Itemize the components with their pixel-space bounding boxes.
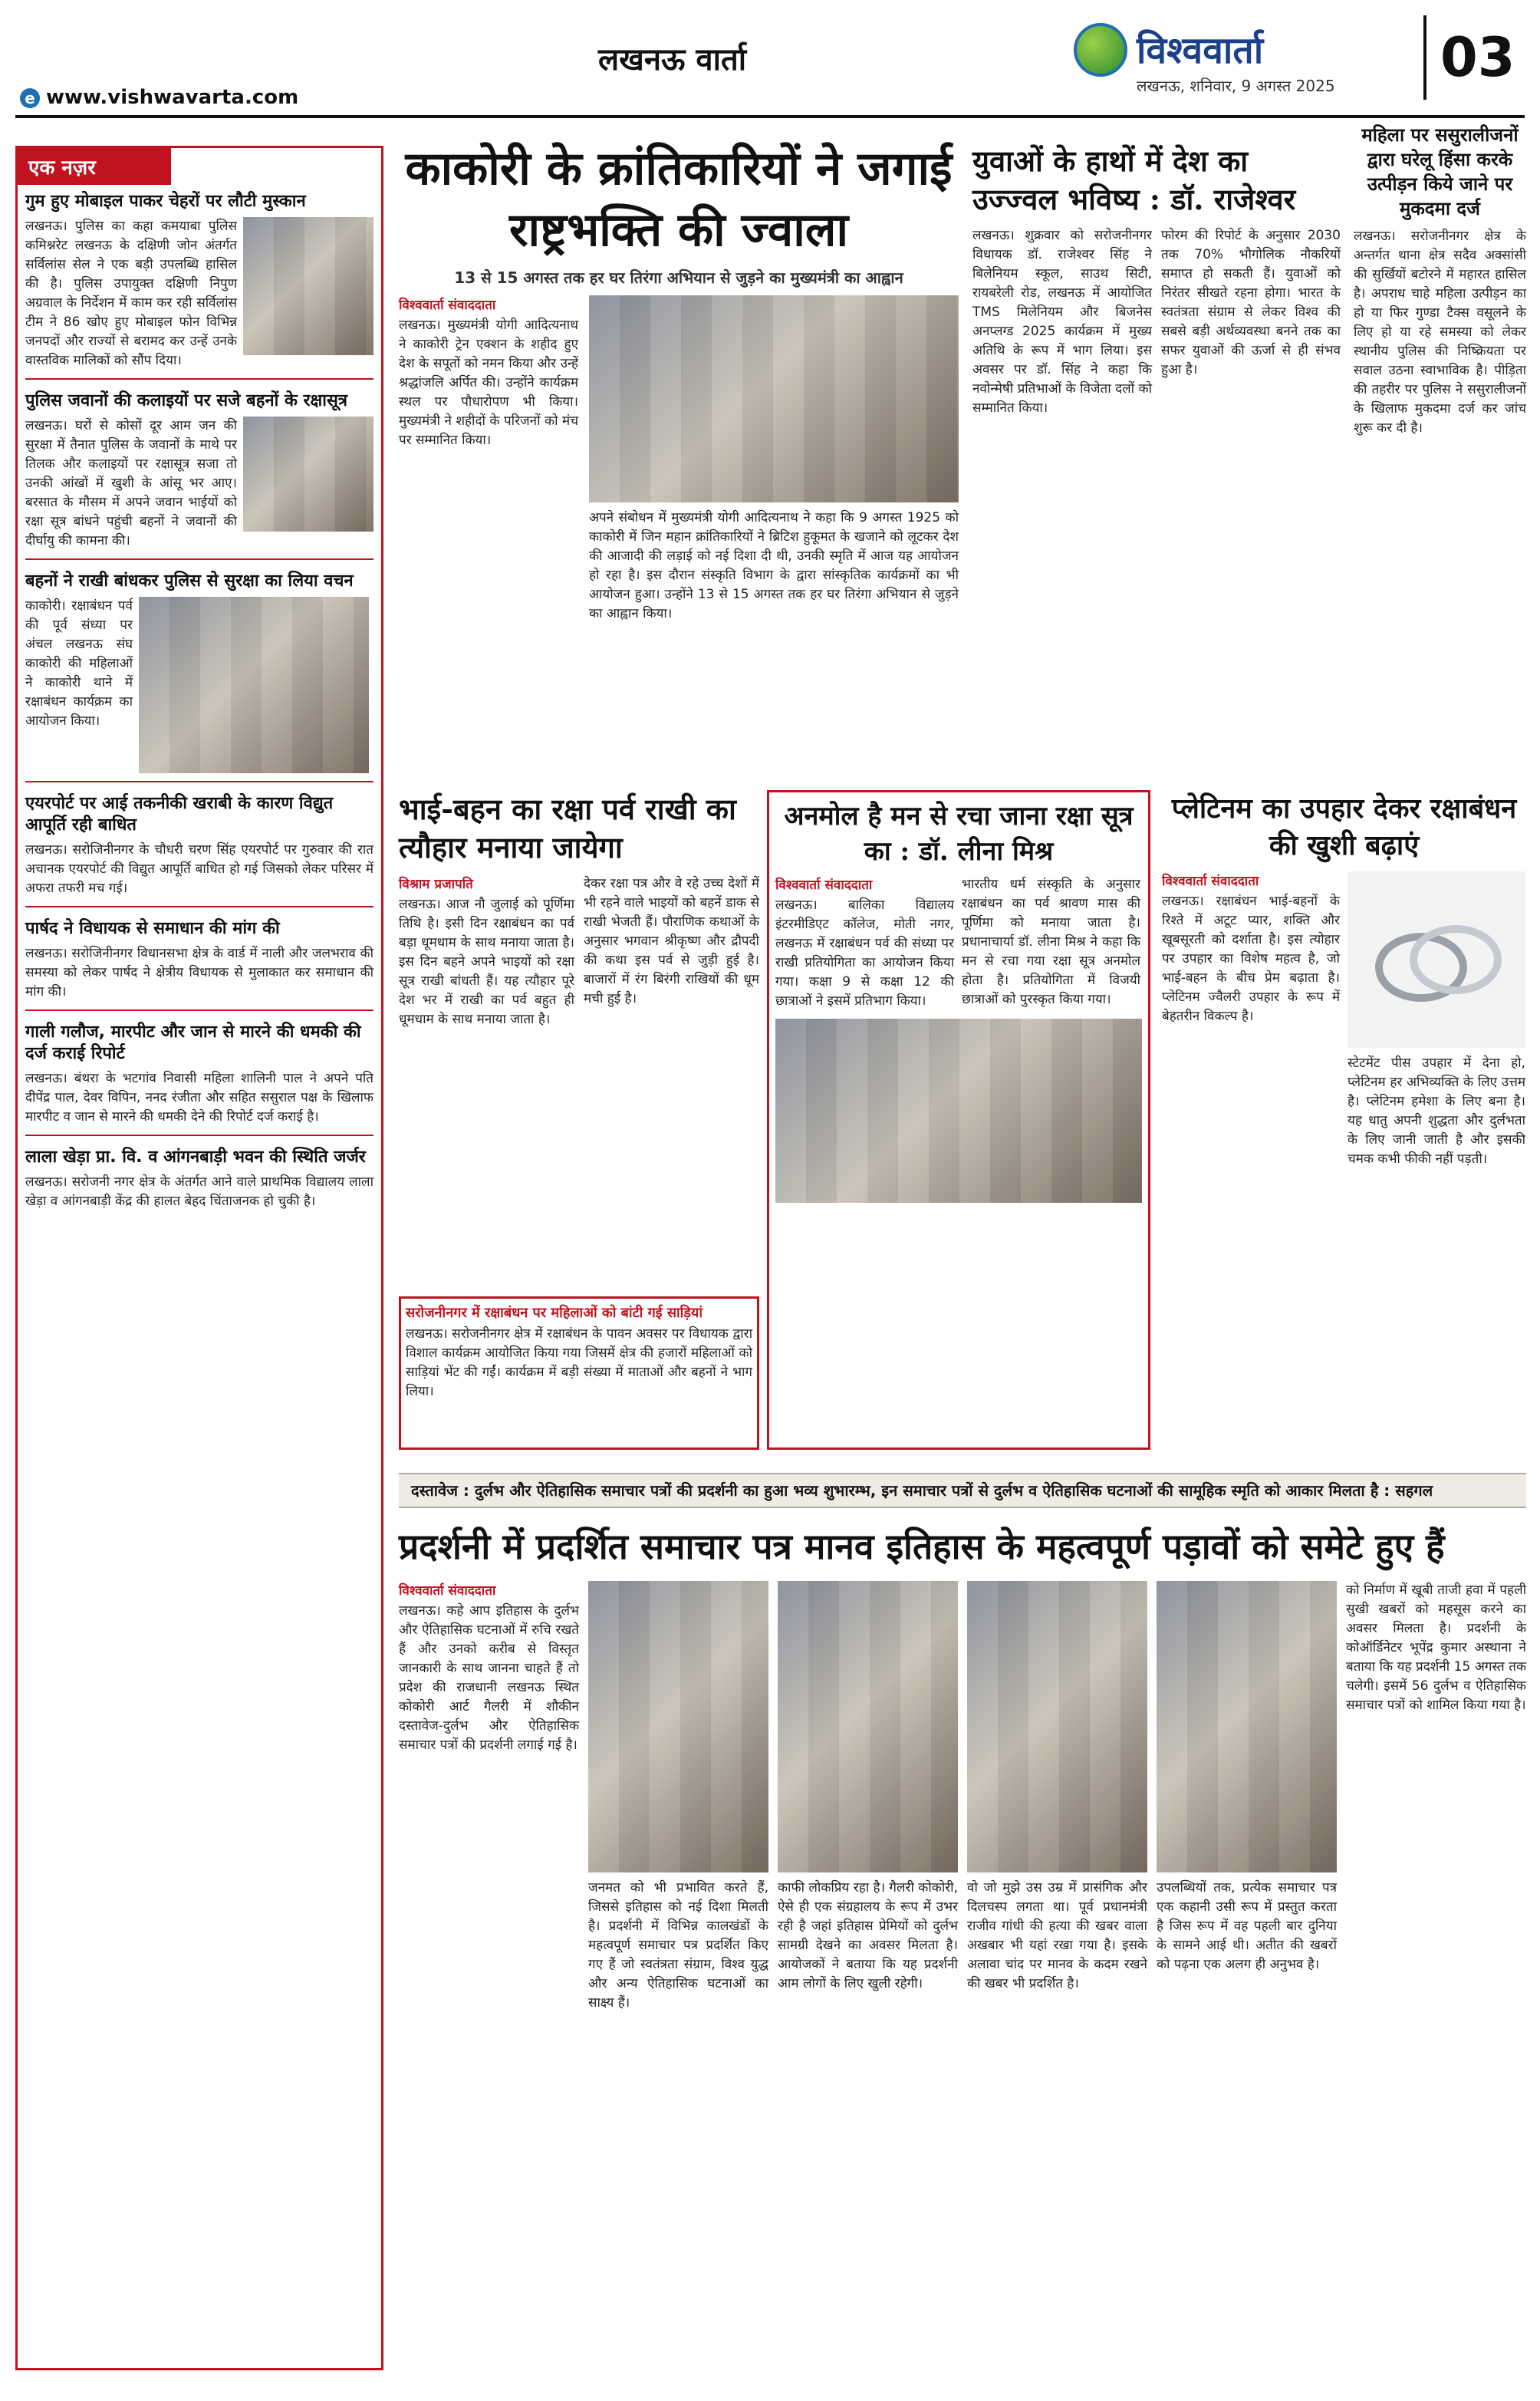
exhibition-headline: प्रदर्शनी में प्रदर्शित समाचार पत्र मानव इतिहास के महत्वपूर्ण पड़ावों को समेटे हुए हैं: [399, 1526, 1445, 1567]
platinum-body: लखनऊ। रक्षाबंधन भाई-बहनों के रिश्ते में अटूट प्यार, शक्ति और खूबसूरती को दर्शाता है। इस त्योहार पर उपहार का विशेष महत्व है, जो भाई-बहन के बीच प्रेम बढ़ाता है। प्लेटिनम ज्वैलरी उपहार के रूप में बेहतरीन विकल्प है।: [1162, 894, 1340, 1024]
website-link[interactable]: [20, 86, 298, 109]
youth-story: [972, 142, 1341, 771]
divider: [25, 1135, 373, 1136]
brief-body: काकोरी। रक्षाबंधन पर्व की पूर्व संध्या पर अंचल लखनऊ संघ काकोरी की महिलाओं ने काकोरी थाने में रक्षाबंधन कार्यक्रम का आयोजन किया।: [25, 598, 133, 729]
page-number: 03: [1423, 15, 1523, 100]
youth-body: फोरम की रिपोर्ट के अनुसार 2030 तक 70% भौगोलिक नौकरियों समाप्त हो सकती हैं। युवाओं को निरंतर सीखते रहना होगा। भारत के स्वतंत्रता संग्राम से लेकर विश्व की सबसे बड़ी अर्थव्यवस्था बनने तक का सफर युवाओं की ऊर्जा से ही संभव हुआ है।: [1161, 228, 1341, 377]
ring-photo: [1348, 871, 1525, 1048]
brief-item: [18, 185, 381, 374]
rakhi-story: [399, 790, 759, 1281]
browser-icon: e: [20, 88, 40, 108]
leena-body: लखनऊ। बालिका विद्यालय इंटरमीडिएट कॉलेज, मोती नगर, लखनऊ में रक्षाबंधन पर्व की संध्या पर राखी प्रतियोगिता का आयोजन किया गया। कक्षा 9 से कक्षा 12 की छात्राओं ने इसमें प्रतिभाग किया।: [775, 897, 954, 1009]
brief-body: लखनऊ। सरोजिनीनगर के चौधरी चरण सिंह एयरपोर्ट पर गुरुवार की रात अचानक एयरपोर्ट की विद्युत आपूर्ति बाधित हो गई जिसको लेकर परिसर में अफरा तफरी मच गई।: [25, 842, 373, 896]
box-body: लखनऊ। सरोजनीनगर क्षेत्र में रक्षाबंधन के पावन अवसर पर विधायक द्वारा विशाल कार्यक्रम आयोजित किया गया जिसमें क्षेत्र की हजारों महिलाओं को साड़ियां भेंट की गईं। कार्यक्रम में बड़ी संख्या में माताओं और बहनों ने भाग लिया।: [406, 1326, 752, 1399]
website-url: www.vishwavarta.com: [46, 86, 299, 109]
leena-body: भारतीय धर्म संस्कृति के अनुसार रक्षाबंधन का पर्व श्रावण मास की पूर्णिमा को मनाया जाता है। प्रधानाचार्या डॉ. लीना मिश्र ने कहा कि मन से रचा गया रक्षा सूत्र अनमोल होता है। प्रतियोगिता में विजयी छात्राओं को पुरस्कृत किया गया।: [962, 877, 1140, 1007]
brief-headline: गाली गलौज, मारपीट और जान से मारने की धमकी की दर्ज कराई रिपोर्ट: [25, 1023, 361, 1063]
brief-headline: पार्षद ने विधायक से समाधान की मांग की: [25, 919, 280, 938]
brand-logo-icon: [1074, 23, 1127, 77]
masthead: [15, 15, 1525, 115]
brief-item: [18, 1016, 381, 1130]
brief-headline: बहनों ने राखी बांधकर पुलिस से सुरक्षा का लिया वचन: [25, 571, 354, 591]
exhibition-photo: [967, 1581, 1147, 1872]
harassment-headline: महिला पर ससुरालीजनों द्वारा घरेलू हिंसा करके उत्पीड़न किये जाने पर मुकदमा दर्ज: [1361, 124, 1519, 219]
divider: [25, 781, 373, 782]
leena-headline: अनमोल है मन से रचा जाना रक्षा सूत्र का : डॉ. लीना मिश्र: [784, 801, 1134, 867]
brief-body: लखनऊ। घरों से कोसों दूर आम जन की सुरक्षा में तैनात पुलिस के जवानों के माथे पर तिलक और कलाइयों पर रक्षासूत्र सजा तो उनकी आंखों में खुशी के आंसू भर आए। बरसात के मौसम में अपने जवान भाईयों को रक्षा सूत्र बांधने पहुंची बहनों ने जवानों की दीर्घायु की कामना की।: [25, 418, 237, 548]
lead-subheadline: 13 से 15 अगस्त तक हर घर तिरंगा अभियान से जुड़ने का मुख्यमंत्री का आह्वान: [454, 268, 903, 287]
exhibition-body: वो जो मुझे उस उम्र में प्रासंगिक और दिलचस्प लगता था। पूर्व प्रधानमंत्री राजीव गांधी की हत्या की खबर वाला अखबार भी यहां रखा गया है। इसके अलावा चांद पर मानव के कदम रखने की खबर भी प्रदर्शित है।: [967, 1880, 1147, 1991]
exhibition-body: लखनऊ। कहे आप इतिहास के दुर्लभ और ऐतिहासिक घटनाओं में रुचि रखते हैं और उनको करीब से विस्तृत जानकारी के साथ जानना चाहते हैं तो प्रदेश की राजधानी लखनऊ स्थित कोकोरी आर्ट गैलरी में शौकीन दस्तावेज-दुर्लभ और ऐतिहासिक समाचार पत्रों की प्रदर्शनी लगाई गई है।: [399, 1603, 579, 1753]
lead-story: [399, 138, 959, 775]
exhibition-photo: [778, 1581, 958, 1872]
brief-item: [18, 912, 381, 1005]
divider: [25, 378, 373, 380]
brief-body: लखनऊ। सरोजिनीनगर विधानसभा क्षेत्र के वार्ड में नाली और जलभराव की समस्या को लेकर पार्षद ने क्षेत्रीय विधायक से मुलाकात कर समाधान की मांग की।: [25, 946, 373, 1000]
brief-body: लखनऊ। पुलिस का कहा कमयाबा पुलिस कमिश्नरेट लखनऊ के दक्षिणी जोन अंतर्गत सर्विलांस सेल ने एक बड़ी उपलब्धि हासिल की है। पुलिस उपायुक्त दक्षिणी निपुण अग्रवाल के निर्देशन में काम कर रही सर्विलांस टीम ने 86 खोए हुए मोबाइल फोन विभिन्न जनपदों और राज्यों से बरामद कर उन्हें उनके वास्तविक मालिकों को सौंप दिया।: [25, 219, 237, 368]
exhibition-story: [399, 1523, 1526, 2382]
section-title: लखनऊ वार्ता: [598, 41, 747, 77]
exhibition-strip: दस्तावेज : दुर्लभ और ऐतिहासिक समाचार पत्रों की प्रदर्शनी का हुआ भव्य शुभारम्भ, इन समाचार पत्रों से दुर्लभ व ऐतिहासिक घटनाओं की सामूहिक स्मृति को आकार मिलता है : सहगल: [399, 1473, 1526, 1508]
brief-photo: [243, 217, 373, 355]
brief-headline: गुम हुए मोबाइल पाकर चेहरों पर लौटी मुस्कान: [25, 192, 306, 211]
platinum-body: स्टेटमेंट पीस उपहार में देना हो, प्लेटिनम हर अभिव्यक्ति के लिए उत्तम है। प्लेटिनम हमेशा के लिए बना है। यह धातु अपनी शुद्धता और दुर्लभता के लिए जानी जाती है और इसकी चमक कभी फीकी नहीं पड़ती।: [1348, 1056, 1525, 1167]
byline: विश्राम प्रजापति: [399, 877, 473, 892]
lead-photo: [589, 295, 959, 502]
divider: [25, 906, 373, 907]
ring-icon: [1360, 898, 1513, 1021]
youth-body: लखनऊ। शुक्रवार को सरोजनीनगर विधायक डॉ. राजेश्वर सिंह ने बिलेनियम स्कूल, साउथ सिटी, रायबरेली रोड, लखनऊ में आयोजित TMS मिलेनियम और बिजनेस अनप्लग्ड 2025 कार्यक्रम में मुख्य अतिथि के रूप में भाग लिया। इस अवसर पर डॉ. सिंह ने कहा कि नवोन्मेषी प्रतिभाओं के विजेता दलों को सम्मानित किया।: [972, 228, 1152, 416]
youth-headline: युवाओं के हाथों में देश का उज्ज्वल भविष्य : डॉ. राजेश्वर: [972, 143, 1296, 216]
box-headline: सरोजनीनगर में रक्षाबंधन पर महिलाओं को बांटी गई साड़ियां: [406, 1305, 703, 1321]
brief-item: [18, 384, 381, 554]
leena-photo: [775, 1019, 1142, 1203]
lead-headline: काकोरी के क्रांतिकारियों ने जगाई राष्ट्रभक्ति की ज्वाला: [405, 142, 953, 257]
header-divider: [15, 115, 1525, 118]
exhibition-photo: [1157, 1581, 1337, 1872]
harassment-body: लखनऊ। सरोजनीनगर क्षेत्र के अन्तर्गत थाना क्षेत्र सदैव अक्सांसी की सुर्खियों बटोरने में महारत हासिल है। अपराध चाहे महिला उत्पीड़न का हो या फिर गुण्डा टैक्स वसूलने के लिए हो या रहे समस्या को लेकर स्थानीय पुलिस की निष्क्रियता पर सवाल उठना स्वाभाविक है। पीड़िता की तहरीर पर पुलिस ने ससुरालीजनों के खिलाफ मुकदमा दर्ज कर जांच शुरू कर दी है।: [1354, 229, 1526, 436]
divider: [25, 1009, 373, 1011]
exhibition-body: उपलब्धियों तक, प्रत्येक समाचार पत्र एक कहानी उसी रूप में प्रस्तुत करता है जिस रूप में वह पहली बार दुनिया के सामने आई थी। अतीत की खबरों को पढ़ना एक अलग ही अनुभव है।: [1157, 1880, 1337, 1972]
byline: विश्ववार्ता संवाददाता: [399, 1583, 496, 1599]
brief-item: [18, 1141, 381, 1214]
rakhi-headline: भाई-बहन का रक्षा पर्व राखी का त्यौहार मनाया जायेगा: [399, 792, 736, 865]
rakhi-body: लखनऊ। आज नौ जुलाई को पूर्णिमा तिथि है। इसी दिन रक्षाबंधन का पर्व बड़ा धूमधाम के साथ मनाया जाता है। इस दिन बहने अपने भाइयों को रक्षा सूत्र राखी बांधती हैं। यह त्यौहार पूरे देश भर में राखी का पर्व बहुत ही धूमधाम के साथ मनाया जाता है।: [399, 897, 574, 1027]
exhibition-photo: [588, 1581, 768, 1872]
byline: विश्ववार्ता संवाददाता: [399, 298, 496, 313]
byline: विश्ववार्ता संवाददाता: [1162, 874, 1259, 889]
lead-body: लखनऊ। मुख्यमंत्री योगी आदित्यनाथ ने काकोरी ट्रेन एक्शन के शहीद हुए देश के सपूतों को नमन किया और उन्हें श्रद्धांजलि अर्पित की। उन्होंने कार्यक्रम स्थल पर पौधारोपण भी किया। मुख्यमंत्री ने शहीदों के परिजनों को मंच पर सम्मानित किया।: [399, 318, 578, 448]
brief-item: [18, 787, 381, 901]
divider: [25, 558, 373, 560]
saree-distribution-box: [399, 1296, 759, 1450]
brand-name: विश्ववार्ता: [1137, 29, 1264, 72]
brief-headline: लाला खेड़ा प्रा. वि. व आंगनबाड़ी भवन की स्थिति जर्जर: [25, 1148, 366, 1167]
exhibition-body: को निर्माण में खूबी ताजी हवा में पहली सुखी खबरों को महसूस करने का अवसर मिलता है। प्रदर्शनी के कोऑर्डिनेटर भूपेंद्र कुमार अस्थाना ने बताया कि यह प्रदर्शनी 15 अगस्त तक चलेगी। इसमें 56 दुर्लभ व ऐतिहासिक समाचार पत्रों को शामिल किया गया है।: [1346, 1583, 1526, 1713]
ek-nazar-column: [15, 146, 383, 2370]
brief-body: लखनऊ। बंथरा के भटगांव निवासी महिला शालिनी पाल ने अपने पति दीपेंद्र पाल, देवर विपिन, ननद रंजीता और सहित ससुराल पक्ष के खिलाफ मारपीट व जान से मारने की धमकी देने की रिपोर्ट दर्ज कराई है।: [25, 1071, 373, 1125]
column-label: एक नज़र: [18, 148, 171, 185]
brief-photo: [139, 597, 369, 773]
brief-photo: [243, 417, 373, 532]
harassment-story: [1354, 123, 1526, 790]
rakhi-body: देकर रक्षा पत्र और वे रहे उच्च देशों में भी रहने वाले भाइयों को बहनें डाक से राखी भेजती हैं। पौराणिक कथाओं के अनुसार भगवान श्रीकृष्ण और द्रौपदी की कथा इस पर्व से जुड़ी हुई है। बाजारों में रंग बिरंगी राखियों की धूम मची हुई है।: [584, 876, 759, 1006]
leena-story: [767, 790, 1150, 1450]
byline: विश्ववार्ता संवाददाता: [775, 878, 873, 893]
exhibition-body: काफी लोकप्रिय रहा है। गैलरी कोकोरी, ऐसे ही एक संग्रहालय के रूप में उभर रही है जहां इतिहास प्रेमियों को दुर्लभ सामग्री देखने का अवसर मिलता है। आयोजकों ने बताया कि यह प्रदर्शनी आम लोगों के लिए खुली रहेगी।: [778, 1880, 958, 1991]
platinum-headline: प्लेटिनम का उपहार देकर रक्षाबंधन की खुशी बढ़ाएं: [1171, 792, 1517, 861]
dateline: लखनऊ, शनिवार, 9 अगस्त 2025: [1137, 77, 1335, 95]
exhibition-body: जनमत को भी प्रभावित करते हैं, जिससे इतिहास को नई दिशा मिलती है। प्रदर्शनी में विभिन्न कालखंडों के महत्वपूर्ण समाचार पत्र प्रदर्शित किए गए हैं जो स्वतंत्रता संग्राम, विश्व युद्ध और अन्य ऐतिहासिक घटनाओं का साक्ष्य हैं।: [588, 1880, 768, 2011]
brief-item: [18, 565, 381, 776]
lead-body: अपने संबोधन में मुख्यमंत्री योगी आदित्यनाथ ने कहा कि 9 अगस्त 1925 को काकोरी में जिन महान क्रांतिकारियों ने ब्रिटिश हुकूमत के खजाने को लूटकर देश की आजादी की लड़ाई को नई दिशा दी थी, उनकी स्मृति में आज यह आयोजन हो रहा है। इस दौरान संस्कृति विभाग के द्वारा सांस्कृतिक कार्यक्रमों का भी आयोजन हुआ। उन्होंने 13 से 15 अगस्त तक हर घर तिरंगा अभियान से जुड़ने का आह्वान किया।: [589, 510, 959, 621]
brief-headline: एयरपोर्ट पर आई तकनीकी खराबी के कारण विद्युत आपूर्ति रही बाधित: [25, 794, 334, 835]
brief-headline: पुलिस जवानों की कलाइयों पर सजे बहनों के रक्षासूत्र: [25, 391, 348, 410]
brief-body: लखनऊ। सरोजनी नगर क्षेत्र के अंतर्गत आने वाले प्राथमिक विद्यालय लाला खेड़ा व आंगनबाड़ी केंद्र की हालत बेहद चिंताजनक हो चुकी है।: [25, 1174, 373, 1209]
